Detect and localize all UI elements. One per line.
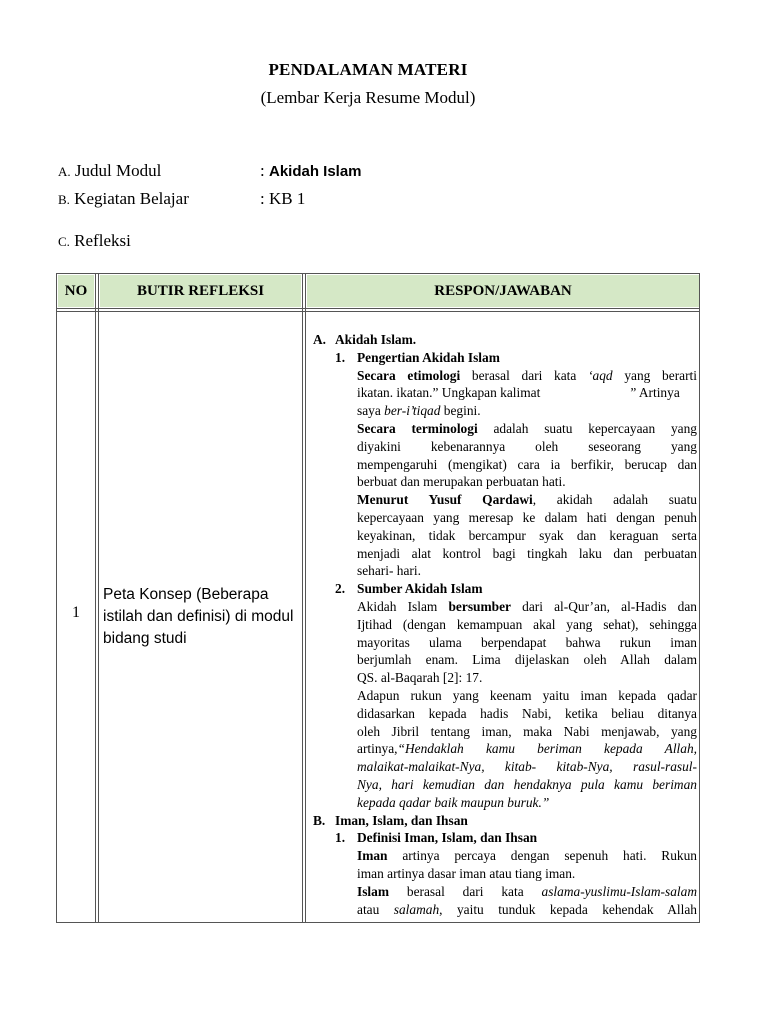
text: ” Artinya (630, 385, 680, 401)
section-title: Iman, Islam, dan Ihsan (335, 812, 468, 828)
text-line: sehari- hari. (357, 563, 421, 579)
term: Iman (357, 848, 388, 864)
text-line (313, 420, 697, 438)
text-line (313, 740, 697, 758)
subsection-title: Definisi Iman, Islam, dan Ihsan (357, 830, 538, 846)
section-heading (313, 812, 697, 830)
page-title: PENDALAMAN MATERI (268, 60, 468, 79)
text-line: berjumlah enam. Lima dijelaskan oleh Allah dalam (357, 652, 697, 668)
refleksi-table (56, 273, 700, 923)
term: Secara terminologi (357, 420, 478, 436)
meta-letter: B. (58, 192, 70, 207)
meta-label: Kegiatan Belajar (74, 189, 189, 208)
text-line: mayoritas ulama berpendapat bahwa rukun iman (357, 634, 697, 650)
subsection-number: 1. (335, 830, 346, 846)
text: ikatan. ikatan.” Ungkapan kalimat (357, 385, 541, 401)
page-subtitle: (Lembar Kerja Resume Modul) (260, 88, 476, 107)
table-divider (57, 311, 699, 312)
text: berasal dari kata (389, 883, 542, 899)
text-line: berbuat dan merupakan perbuatan hati. (357, 474, 566, 490)
text: berasal dari kata (460, 367, 589, 383)
term-italic: ‘aqd (588, 367, 613, 383)
quote: “Hendaklah kamu beriman kepada Allah, (397, 741, 697, 757)
subsection-number: 2. (335, 581, 346, 597)
term-italic: aslama-yuslimu-Islam-salam (541, 883, 697, 899)
table-divider (95, 274, 96, 922)
table-divider (302, 274, 303, 922)
text-line: kepercayaan yang meresap ke dalam hati dengan penuh (357, 509, 697, 525)
text: yang berarti (612, 367, 697, 383)
text-line (313, 491, 697, 509)
text-line: Adapun rukun yang keenam yaitu iman kepada qadar (357, 687, 697, 703)
meta-value: : KB 1 (260, 189, 306, 208)
section-number: A. (313, 332, 327, 347)
table-divider (98, 274, 99, 922)
term: Islam (357, 883, 389, 899)
text: artinya, (357, 741, 398, 757)
header-butir-refleksi: BUTIR REFLEKSI (100, 275, 301, 307)
modul-title-value: Akidah Islam (268, 163, 362, 180)
term: bersumber (448, 598, 511, 614)
subsection-heading (313, 349, 697, 367)
term: Secara etimologi (357, 367, 461, 383)
butir-refleksi-text: Peta Konsep (Beberapa istilah dan definisi) di modul bidang studi (103, 586, 294, 647)
meta-kegiatan-belajar (58, 189, 306, 209)
section-heading (313, 331, 697, 349)
text: atau (357, 901, 394, 917)
text: artinya percaya dengan sepenuh hati. Rukun (387, 848, 697, 864)
text-line: mempengaruhi (mengikat) cara ia berfikir, berucap dan (357, 456, 697, 472)
text: , akidah adalah suatu (532, 492, 697, 508)
meta-colon: : (260, 161, 265, 180)
meta-judul-modul (58, 161, 362, 181)
term: Menurut Yusuf Qardawi (357, 492, 533, 508)
quote-line: kepada qadar baik maupun buruk.” (357, 794, 550, 810)
table-divider (305, 274, 306, 922)
term-italic: salamah (393, 901, 440, 917)
section-title: Akidah Islam. (335, 332, 417, 347)
text-line: oleh Jibril tentang iman, maka Nabi menjawab, yang (357, 723, 697, 739)
meta-label: Refleksi (74, 231, 131, 250)
row-number: 1 (72, 604, 80, 621)
meta-refleksi (58, 231, 131, 251)
header-no: NO (58, 275, 94, 307)
header-respon-jawaban: RESPON/JAWABAN (307, 275, 699, 307)
text-line: didasarkan kepada hadis Nabi, ketika beliau ditanya (357, 705, 697, 721)
text: , yaitu tunduk kepada kehendak Allah (439, 901, 697, 917)
meta-value (260, 161, 362, 181)
subsection-heading (313, 829, 697, 847)
text-line: menjadi alat kontrol bagi tingkah laku dan perbuatan (357, 545, 697, 561)
text-line: iman artinya dasar iman atau tiang iman. (357, 865, 576, 881)
subsection-title: Pengertian Akidah Islam (357, 349, 500, 365)
text-line (313, 847, 697, 865)
text: saya (357, 403, 385, 419)
quote-line: Nya, hari kemudian dan hendaknya pula kamu beriman (357, 776, 697, 792)
meta-letter: A. (58, 164, 71, 179)
text: dari al-Qur’an, al-Hadis dan (510, 598, 697, 614)
section-number: B. (313, 812, 326, 828)
text-line (313, 883, 697, 901)
term-italic: ber-i’tiqad (384, 403, 441, 419)
text-line (313, 598, 697, 616)
text: adalah suatu kepercayaan yang (477, 420, 697, 436)
text-line: diyakini kebenarannya oleh seseorang yang (357, 438, 697, 454)
respon-jawaban-text (313, 331, 697, 918)
text-line (313, 901, 697, 919)
meta-label: Judul Modul (74, 161, 162, 180)
text-line (313, 402, 697, 420)
text-line: keyakinan, tidak bercampur syak dan keraguan serta (357, 527, 697, 543)
text: begini. (440, 403, 481, 419)
text-line: Ijtihad (dengan kemampuan akal yang sehat), sehingga (357, 616, 697, 632)
subsection-heading (313, 580, 697, 598)
text: Akidah Islam (357, 598, 449, 614)
meta-letter: C. (58, 234, 70, 249)
text-line (313, 367, 697, 385)
quote-line: malaikat-malaikat-Nya, kitab- kitab-Nya, rasul-rasul- (357, 759, 697, 775)
subsection-number: 1. (335, 349, 346, 365)
table-divider (57, 308, 699, 309)
text-line (313, 384, 697, 402)
subsection-title: Sumber Akidah Islam (357, 581, 483, 597)
text-line: QS. al-Baqarah [2]: 17. (357, 670, 483, 686)
